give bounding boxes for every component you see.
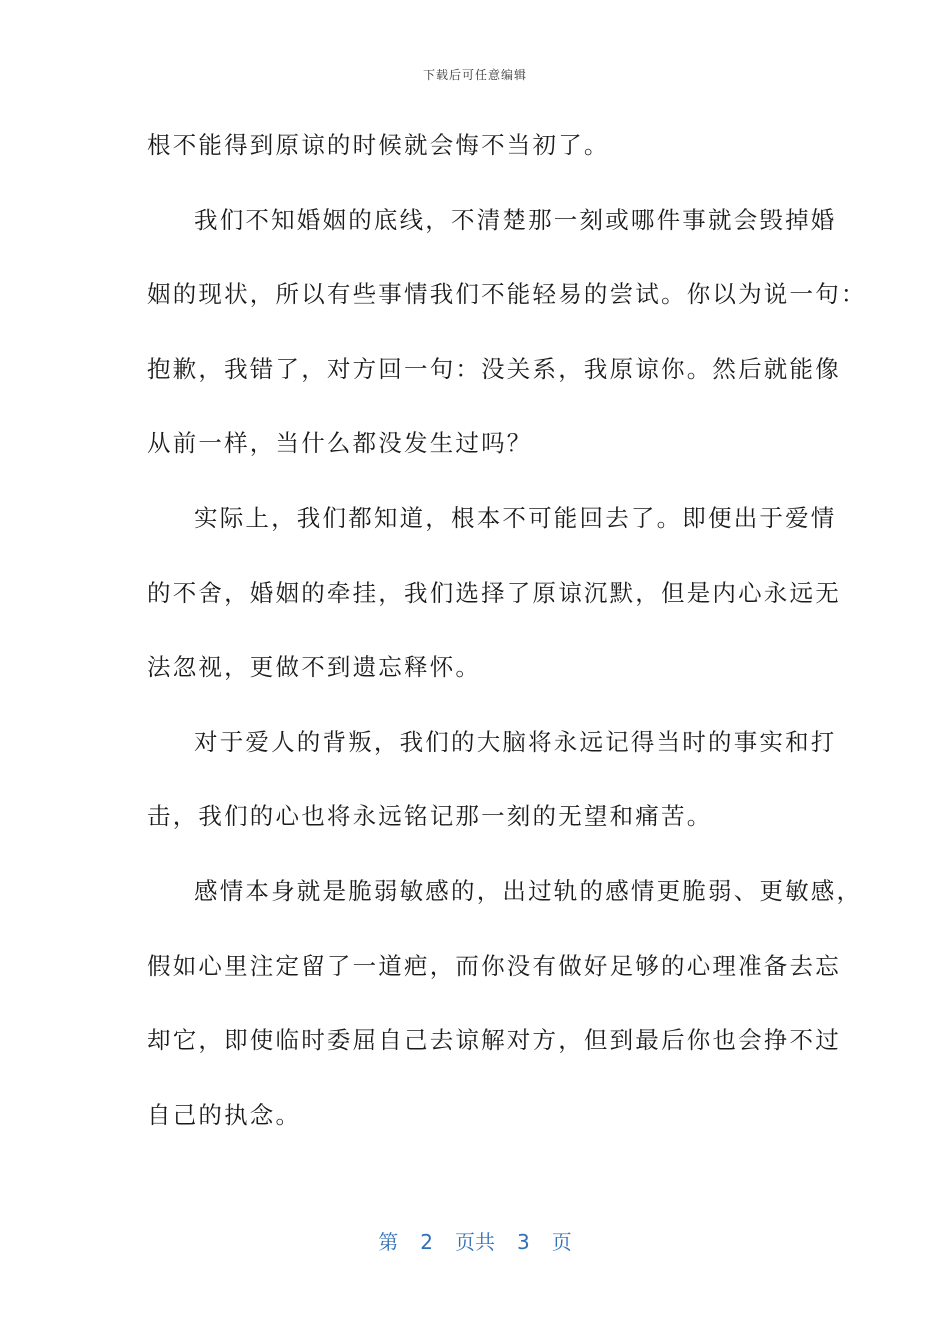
text-line: 法忽视，更做不到遗忘释怀。 (147, 653, 482, 682)
page-label-suffix: 页 (551, 1230, 572, 1254)
page-header: 下载后可任意编辑 (422, 68, 527, 82)
text-line: 击，我们的心也将永远铭记那一刻的无望和痛苦。 (147, 802, 713, 831)
current-page-number: 2 (420, 1230, 433, 1254)
document-body (147, 120, 867, 1164)
page-label-mid: 页共 (455, 1230, 495, 1254)
text-line: 姻的现状，所以有些事情我们不能轻易的尝试。你以为说一句： (147, 280, 867, 309)
text-line: 的不舍，婚姻的牵挂，我们选择了原谅沉默，但是内心永远无 (147, 578, 841, 607)
paragraph-start-line: 感情本身就是脆弱敏感的，出过轨的感情更脆弱、更敏感， (194, 876, 863, 905)
text-line: 抱歉，我错了，对方回一句：没关系，我原谅你。然后就能像 (147, 354, 841, 383)
text-line: 根不能得到原谅的时候就会悔不当初了。 (147, 131, 610, 159)
total-pages-number: 3 (517, 1230, 530, 1254)
text-line: 假如心里注定留了一道疤，而你没有做好足够的心理准备去忘 (147, 951, 841, 980)
text-line: 从前一样，当什么都没发生过吗？ (147, 429, 533, 458)
text-line: 自己的执念。 (147, 1100, 302, 1129)
paragraph-start-line: 实际上，我们都知道，根本不可能回去了。即便出于爱情 (194, 503, 837, 532)
paragraph-start-line: 对于爱人的背叛，我们的大脑将永远记得当时的事实和打 (194, 727, 837, 756)
page-label-prefix: 第 (378, 1230, 399, 1254)
paragraph-start-line: 我们不知婚姻的底线，不清楚那一刻或哪件事就会毁掉婚 (194, 205, 837, 234)
text-line: 却它，即使临时委屈自己去谅解对方，但到最后你也会挣不过 (147, 1026, 841, 1055)
page-footer (0, 1226, 950, 1255)
